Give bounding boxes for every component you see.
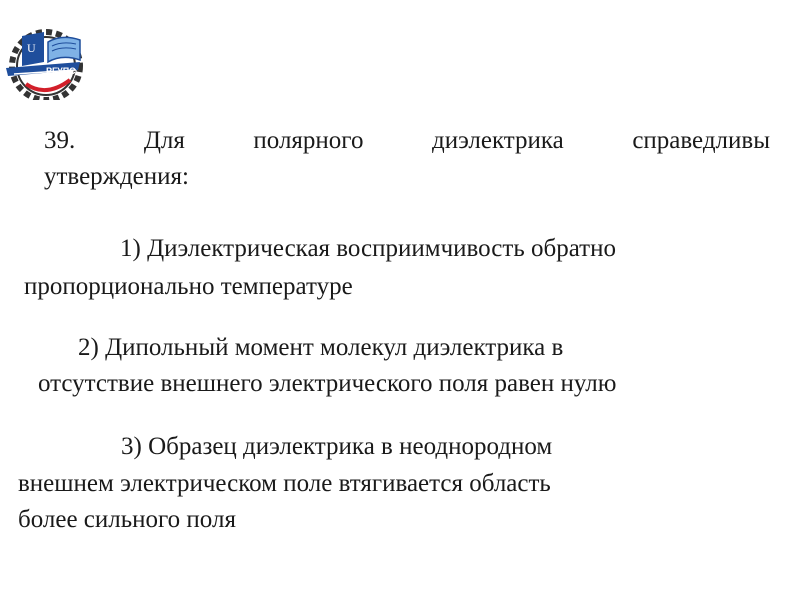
university-logo — [0, 22, 96, 100]
statement-1-line-2: пропорционально температуре — [24, 273, 353, 300]
svg-text:U: U — [27, 41, 36, 55]
statement-1-line-1: 1) Диэлектрическая восприимчивость обратно — [120, 235, 616, 262]
question-word: справедливы — [632, 127, 770, 154]
question-word: 39. — [44, 127, 76, 154]
question-word: диэлектрика — [432, 127, 564, 154]
logo-text: РГУПС — [46, 66, 76, 76]
statement-3-line-3: более сильного поля — [18, 506, 236, 533]
question-line-1 — [44, 123, 770, 159]
question-word: полярного — [253, 127, 364, 154]
statement-3-line-2: внешнем электрическом поле втягивается область — [18, 470, 551, 497]
question-word: Для — [143, 127, 185, 154]
question-line-2: утверждения: — [44, 163, 189, 190]
statement-3-line-1: 3) Образец диэлектрика в неоднородном — [121, 433, 553, 460]
shield-icon — [22, 32, 44, 66]
statement-2-line-1: 2) Дипольный момент молекул диэлектрика в — [78, 334, 564, 361]
statement-2-line-2: отсутствие внешнего электрического поля равен нулю — [38, 370, 617, 397]
